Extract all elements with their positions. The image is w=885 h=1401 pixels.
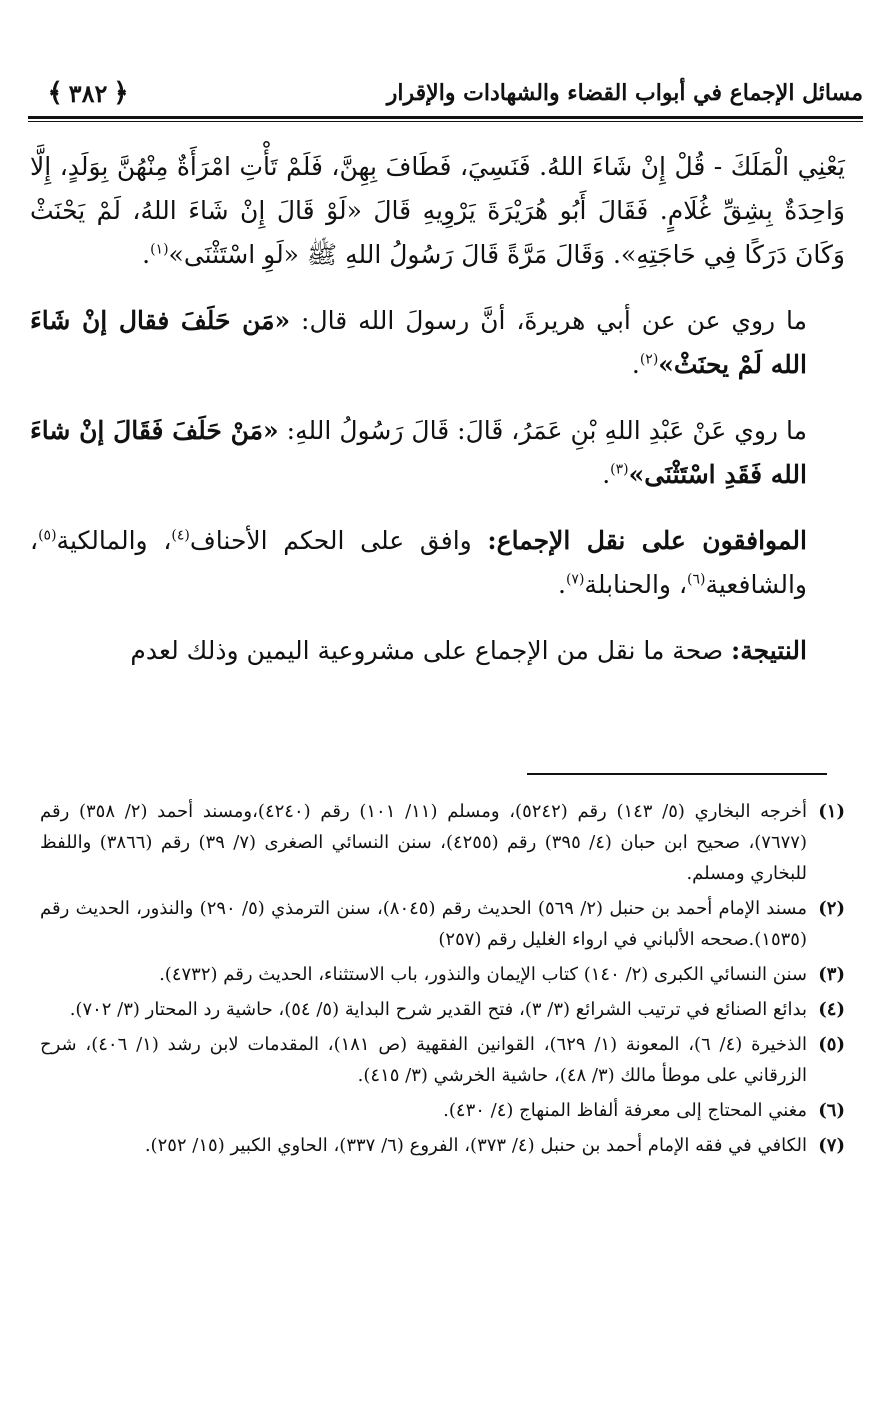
page-number bbox=[28, 78, 148, 108]
footnote bbox=[40, 893, 845, 955]
footnote bbox=[40, 796, 845, 889]
footnote-number: (٦) bbox=[818, 1100, 845, 1121]
footnote bbox=[40, 1130, 845, 1161]
footnote-number: (٧) bbox=[818, 1135, 845, 1156]
paragraph-text: صحة ما نقل من الإجماع على مشروعية اليمين وذلك لعدم bbox=[130, 636, 732, 665]
section-label: النتيجة: bbox=[731, 636, 807, 665]
running-title: مسائل الإجماع في أبواب القضاء والشهادات والإقرار bbox=[386, 80, 863, 106]
footnote bbox=[40, 1029, 845, 1091]
ornament-right-icon: ﴾ bbox=[47, 78, 63, 108]
paragraph-lead: ما روي عَنْ عَبْدِ اللهِ بْنِ عَمَرُ، قَالَ: قَالَ رَسُولُ اللهِ: bbox=[278, 416, 807, 445]
footnote-ref: (٤) bbox=[171, 527, 190, 544]
hadith-quote: «مَنْ حَلَفَ فَقَالَ إنْ شاءَ الله فَقَدِ اسْتَثْنَى» bbox=[30, 416, 807, 489]
footnote-ref: (٥) bbox=[38, 527, 57, 544]
paragraph-text: ، والشافعية bbox=[30, 526, 807, 599]
paragraph-lead: ما روي عن عن أبي هريرةَ، أنَّ رسولَ الله قال: bbox=[290, 306, 807, 335]
page-header bbox=[28, 70, 863, 124]
footnote bbox=[40, 994, 845, 1025]
footnote-text: الكافي في فقه الإمام أحمد بن حنبل (٤/ ٣٧٣)، الفروع (٦/ ٣٣٧)، الحاوي الكبير (١٥/ ٢٥٢). bbox=[144, 1135, 807, 1156]
hadith-quote: «مَن حَلَفَ فقال إنْ شَاءَ الله لَمْ يحنَثْ» bbox=[30, 306, 807, 379]
footnote-text: سنن النسائي الكبرى (٢/ ١٤٠) كتاب الإيمان والنذور، باب الاستثناء، الحديث رقم (٤٧٣٢). bbox=[159, 964, 807, 985]
footnote-ref: (١) bbox=[150, 241, 169, 258]
paragraph-text: ، والمالكية bbox=[56, 526, 172, 555]
paragraph-result bbox=[30, 629, 845, 673]
paragraph-text: يَعْنِي الْمَلَكَ - قُلْ إِنْ شَاءَ اللهُ. فَنَسِيَ، فَطَافَ بِهِنَّ، فَلَمْ تَأْتِ امْرَأَةٌ مِنْهُنَّ بِوَلَدٍ، إِلَّا وَاحِدَةٌ بِشِقِّ غُلَامٍ. فَقَالَ أَبُو هُرَيْرَةَ يَرْوِيهِ قَالَ «لَوْ قَالَ إِنْ شَاءَ اللهُ، لَمْ يَحْنَثْ وَكَانَ دَرَكًا فِي حَاجَتِهِ». وَقَالَ مَرَّةً قَالَ رَسُولُ اللهِ ﷺ «لَوِ اسْتَثْنَى» bbox=[30, 152, 845, 269]
footnote-ref: (٦) bbox=[687, 571, 706, 588]
footnote-divider bbox=[527, 773, 827, 775]
footnote bbox=[40, 1095, 845, 1126]
footnote-text: مسند الإمام أحمد بن حنبل (٢/ ٥٦٩) الحديث رقم (٨٠٤٥)، سنن الترمذي (٥/ ٢٩٠) والنذور، الحديث رقم (١٥٣٥).صححه الألباني في ارواء الغليل رقم (٢٥٧) bbox=[40, 898, 807, 950]
paragraph-hadith-continuation: يَعْنِي الْمَلَكَ - قُلْ إِنْ شَاءَ اللهُ. فَنَسِيَ، فَطَافَ بِهِنَّ، فَلَمْ تَأْتِ امْرَأَةٌ مِنْهُنَّ بِوَلَدٍ، إِلَّا وَاحِدَةٌ بِشِقِّ غُلَامٍ. فَقَالَ أَبُو هُرَيْرَةَ يَرْوِيهِ قَالَ «لَوْ قَالَ إِنْ شَاءَ اللهُ، لَمْ يَحْنَثْ وَكَانَ دَرَكًا فِي حَاجَتِهِ». وَقَالَ مَرَّةً قَالَ رَسُولُ اللهِ ﷺ «لَوِ اسْتَثْنَى»$^{(١)}$. bbox=[30, 152, 845, 269]
paragraph-agreeing-schools: الموافقون على نقل الإجماع: وافق على الحكم الأحناف$^{(٤)}$، والمالكية$^{(٥)}$، والشافعية$^{(٦)}$، والحنابلة$^{(٧)}$. bbox=[30, 526, 807, 599]
footnote-text: أخرجه البخاري (٥/ ١٤٣) رقم (٥٢٤٢)، ومسلم (١١/ ١٠١) رقم (٤٢٤٠)،ومسند أحمد (٢/ ٣٥٨) رقم (٧٦٧٧)، صحيح ابن حبان (٤/ ٣٩٥) رقم (٤٢٥٥)، سنن النسائي الصغرى (٧/ ٣٩) رقم (٣٨٦٦) واللفظ للبخاري ومسلم. bbox=[40, 801, 807, 884]
footnote-ref: (٢) bbox=[639, 351, 659, 368]
footnote-ref: (٧) bbox=[565, 571, 585, 588]
ornament-left-icon: ﴿ bbox=[113, 78, 129, 108]
section-label: الموافقون على نقل الإجماع: bbox=[487, 526, 807, 555]
header-rule-thin bbox=[28, 121, 863, 122]
paragraph-abu-hurayra: ما روي عن عن أبي هريرةَ، أنَّ رسولَ الله قال: «مَن حَلَفَ فقال إنْ شَاءَ الله لَمْ يحنَثْ»$^{(٢)}$. bbox=[30, 306, 807, 379]
paragraph-text: ، والحنابلة bbox=[584, 570, 688, 599]
footnote-number: (١) bbox=[818, 801, 845, 822]
footnote-number: (٢) bbox=[818, 898, 845, 919]
main-text bbox=[30, 145, 845, 695]
footnote-text: مغني المحتاج إلى معرفة ألفاظ المنهاج (٤/ ٤٣٠). bbox=[443, 1100, 807, 1121]
footnote-number: (٥) bbox=[818, 1034, 845, 1055]
paragraph-text: وافق على الحكم الأحناف bbox=[189, 526, 488, 555]
header-rule bbox=[28, 116, 863, 119]
footnote-number: (٣) bbox=[818, 964, 845, 985]
footnote-ref: (٣) bbox=[610, 461, 629, 478]
footnote-text: بدائع الصنائع في ترتيب الشرائع (٣/ ٣)، فتح القدير شرح البداية (٥/ ٥٤)، حاشية رد المحتار (٣/ ٧٠٢). bbox=[69, 999, 807, 1020]
page-number-value: ٣٨٢ bbox=[68, 78, 108, 108]
footnote-text: الذخيرة (٤/ ٦)، المعونة (١/ ٦٢٩)، القوانين الفقهية (ص ١٨١)، المقدمات لابن رشد (١/ ٤٠٦)، شرح الزرقاني على موطأ مالك (٣/ ٤٨)، حاشية الخرشي (٣/ ٤١٥). bbox=[40, 1034, 807, 1086]
footnote-number: (٤) bbox=[818, 999, 845, 1020]
footnote bbox=[40, 959, 845, 990]
paragraph-ibn-umar: ما روي عَنْ عَبْدِ اللهِ بْنِ عَمَرُ، قَالَ: قَالَ رَسُولُ اللهِ: «مَنْ حَلَفَ فَقَالَ إنْ شاءَ الله فَقَدِ اسْتَثْنَى»$^{(٣)}$. bbox=[30, 416, 807, 489]
footnotes bbox=[40, 796, 845, 1165]
